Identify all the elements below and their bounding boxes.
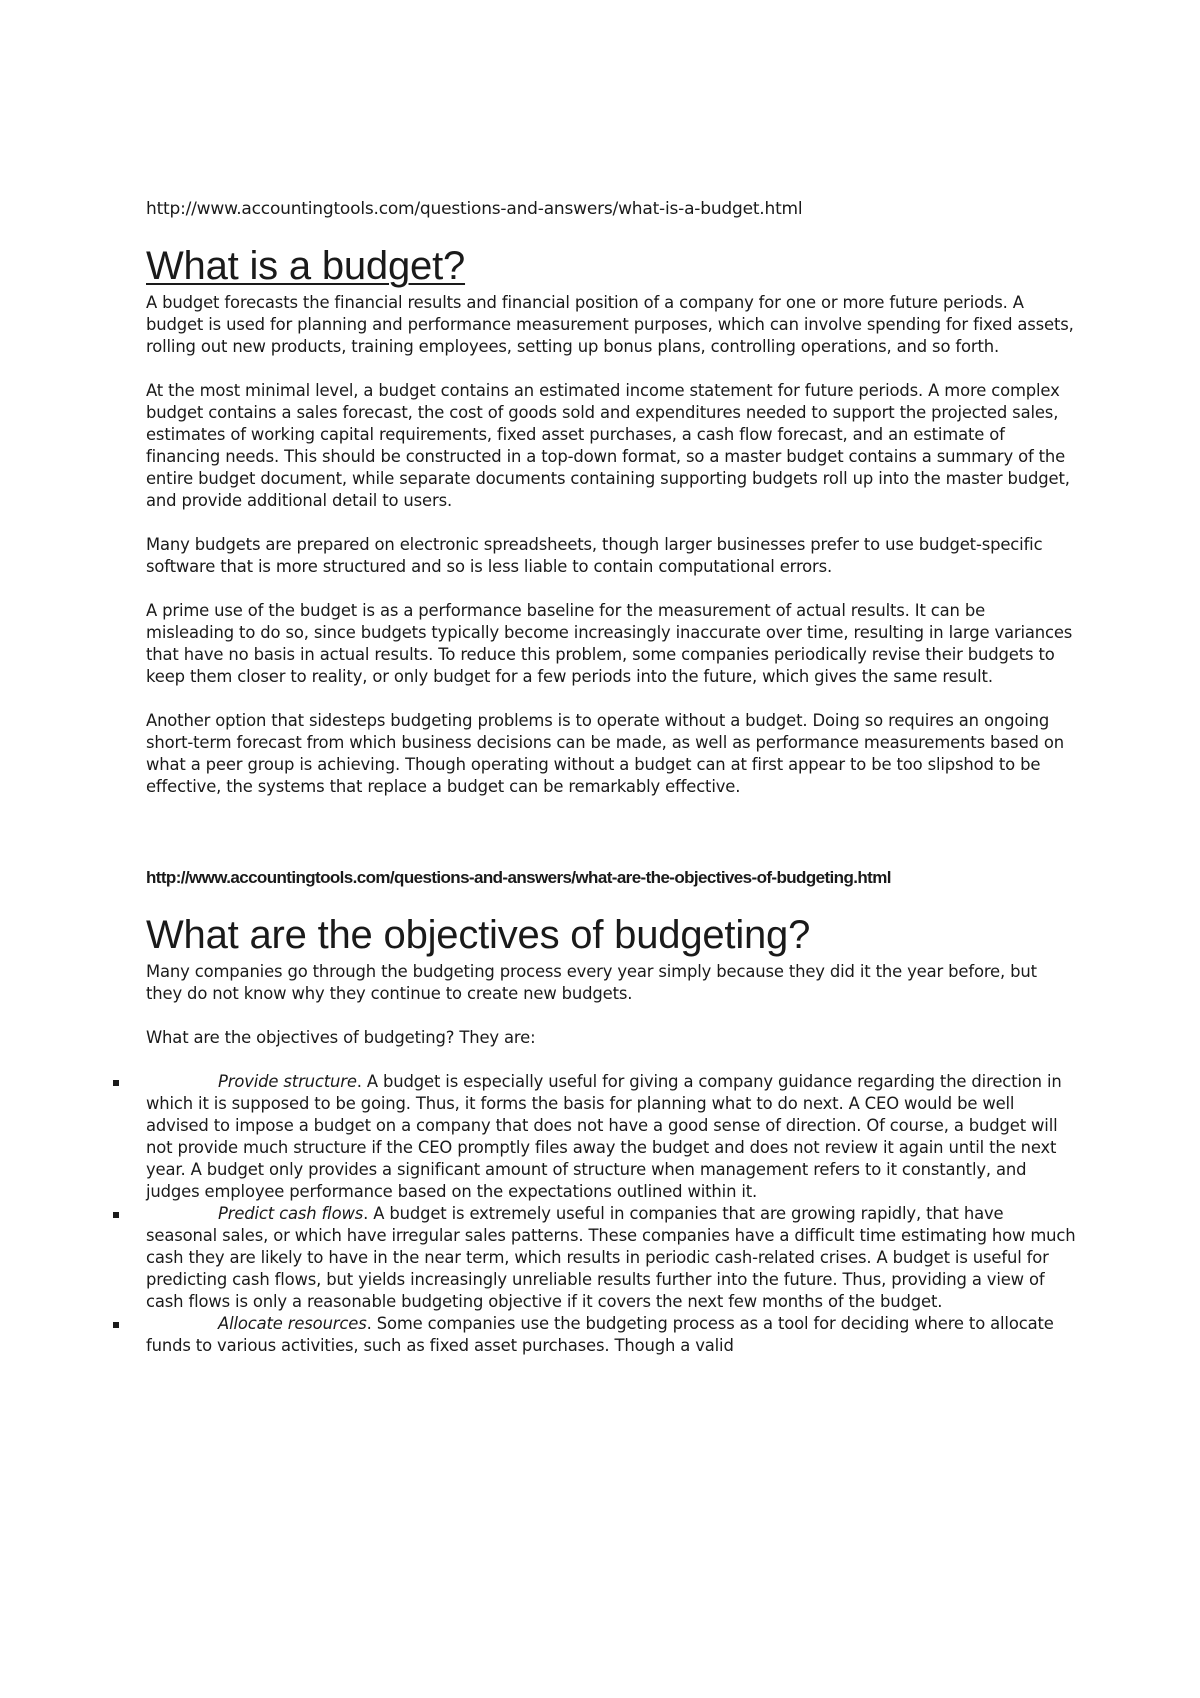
- paragraph: What are the objectives of budgeting? They are:: [146, 1028, 536, 1047]
- source-url-2: http://www.accountingtools.com/questions-and-answers/what-are-the-objectives-of-budgeting.html: [146, 868, 891, 887]
- source-url-1: http://www.accountingtools.com/questions-and-answers/what-is-a-budget.html: [146, 199, 803, 219]
- document-page: [146, 198, 1076, 1357]
- paragraph: At the most minimal level, a budget contains an estimated income statement for future periods. A more complex budget contains a sales forecast, the cost of goods sold and expenditures needed to support the projected sales, estimates of working capital requirements, fixed asset purchases, a cash flow forecast, and an estimate of financing needs. This should be constructed in a top-down format, so a master budget contains a summary of the entire budget document, while separate documents containing supporting budgets roll up into the master budget, and provide additional detail to users.: [146, 381, 1070, 510]
- heading-objectives-of-budgeting: What are the objectives of budgeting?: [146, 913, 811, 957]
- paragraph: Many budgets are prepared on electronic spreadsheets, though larger businesses prefer to use budget-specific software that is more structured and so is less liable to contain computational errors.: [146, 535, 1043, 576]
- list-item: [146, 1071, 1076, 1203]
- square-bullet-icon: [113, 1322, 119, 1328]
- paragraph: A budget forecasts the financial results and financial position of a company for one or more future periods. A budget is used for planning and performance measurement purposes, which can involve spending for fixed assets, rolling out new products, training employees, setting up bonus plans, controlling operations, and so forth.: [146, 293, 1074, 356]
- list-item-text: . A budget is extremely useful in companies that are growing rapidly, that have seasonal sales, or which have irregular sales patterns. These companies have a difficult time estimating how much cash they are likely to have in the near term, which results in periodic cash-related crises. A budget is useful for predicting cash flows, but yields increasingly unreliable results further into the future. Thus, providing a view of cash flows is only a reasonable budgeting objective if it covers the next few months of the budget.: [146, 1204, 1076, 1311]
- list-item-term: Provide structure: [218, 1072, 357, 1091]
- list-item: [146, 1203, 1076, 1313]
- list-item-text: . A budget is especially useful for giving a company guidance regarding the direction in which it is supposed to be going. Thus, it forms the basis for planning what to do next. A CEO would be well advised to impose a budget on a company that does not have a good sense of direction. Of course, a budget will not provide much structure if the CEO promptly files away the budget and does not review it again until the next year. A budget only provides a significant amount of structure when management refers to it constantly, and judges employee performance based on the expectations outlined within it.: [146, 1072, 1062, 1201]
- paragraph: Another option that sidesteps budgeting problems is to operate without a budget. Doing so requires an ongoing short-term forecast from which business decisions can be made, as well as performance measurements based on what a peer group is achieving. Though operating without a budget can at first appear to be too slipshod to be effective, the systems that replace a budget can be remarkably effective.: [146, 711, 1064, 796]
- list-item-text: . Some companies use the budgeting process as a tool for deciding where to allocate funds to various activities, such as fixed asset purchases. Though a valid: [146, 1314, 1054, 1355]
- objectives-list: [146, 1071, 1076, 1357]
- heading-what-is-a-budget: What is a budget?: [146, 244, 466, 288]
- square-bullet-icon: [113, 1212, 119, 1218]
- list-item-term: Predict cash flows: [218, 1204, 364, 1223]
- paragraph: Many companies go through the budgeting process every year simply because they did it the year before, but they do not know why they continue to create new budgets.: [146, 962, 1037, 1003]
- list-item-term: Allocate resources: [218, 1314, 367, 1333]
- square-bullet-icon: [113, 1080, 119, 1086]
- paragraph: A prime use of the budget is as a performance baseline for the measurement of actual results. It can be misleading to do so, since budgets typically become increasingly inaccurate over time, resulting in large variances that have no basis in actual results. To reduce this problem, some companies periodically revise their budgets to keep them closer to reality, or only budget for a few periods into the future, which gives the same result.: [146, 601, 1073, 686]
- list-item: [146, 1313, 1076, 1357]
